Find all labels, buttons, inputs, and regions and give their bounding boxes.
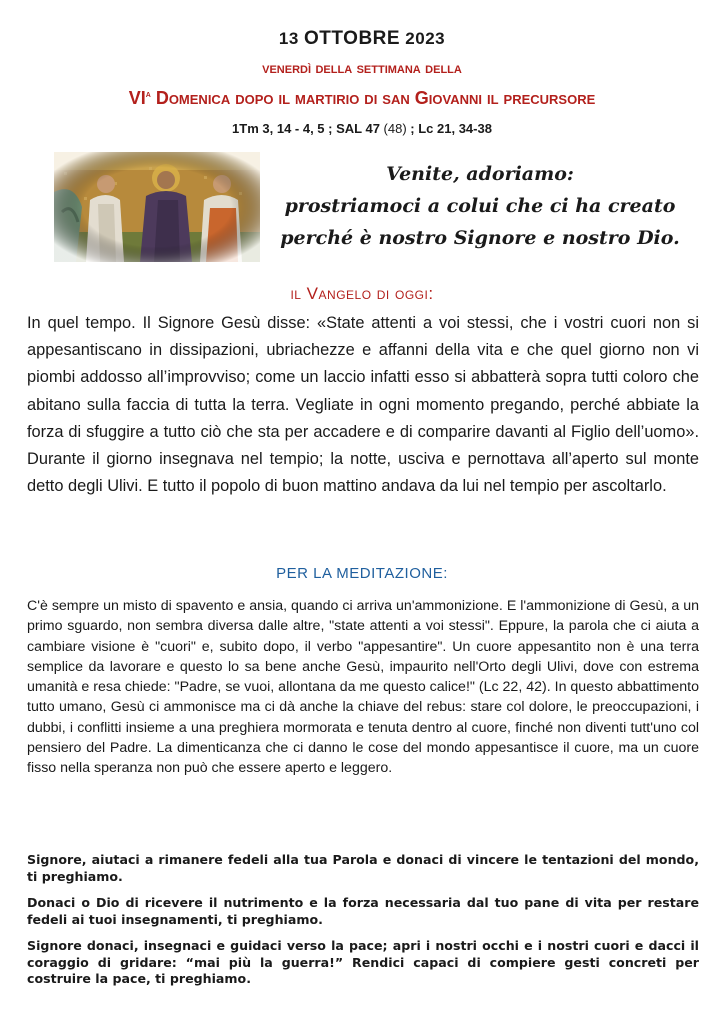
mosaic-image bbox=[54, 152, 260, 262]
meditation-text: C'è sempre un misto di spavento e ansia, quando ci arriva un'ammonizione. E l'ammonizione di Gesù, a un primo sguardo, non sembra diversa dalle altre, "state attenti a voi stessi". Eppure, la parola che ci aiuta a cambiare visione è "cuori" e, subito dopo, il verbo "appesantire". Un cuore appesantito non è una terra semplice da lavorare e questo lo sa bene anche Gesù, impaurito nell'Orto degli Ulivi, dove con estrema umanità e resa chiede: "Padre, se vuoi, allontana da me questo calice!" (Lc 22, 42). In questo abbattimento tutto umano, Gesù ci ammonisce ma ci dà anche la chiave del rebus: stare col dolore, le preoccupazioni, i dubbi, i conflitti insieme a una preghiera mormorata e tenuta dentro al cuore, finché non diventi tutt'uno col pensiero del Padre. La dimenticanza che ci danno le cose del mondo appesantisce il cuore, ma un cuore fisso nella speranza non può che essere aperto e leggero. bbox=[27, 598, 699, 777]
reading-gospel: ; Lc 21, 34-38 bbox=[406, 121, 492, 136]
date-month: OTTOBRE bbox=[304, 28, 401, 49]
sunday-title-text: Domenica dopo il martirio di san Giovanni il precursore bbox=[150, 88, 596, 108]
gospel-heading: il Vangelo di oggi: bbox=[290, 284, 434, 303]
prayer-2: Donaci o Dio di ricevere il nutrimento e la forza necessaria dal tuo pane di vita per restare fedeli ai tuoi insegnamenti, ti preghiamo. bbox=[27, 895, 699, 927]
antiphon-line-3: perché è nostro Signore e nostro Dio. bbox=[280, 227, 680, 249]
antiphon-line-1: Venite, adoriamo: bbox=[386, 163, 574, 185]
mosaic-christ-with-apostles-icon bbox=[54, 152, 260, 262]
sunday-prefix: VI bbox=[128, 88, 146, 108]
prayer-1: Signore, aiutaci a rimanere fedeli alla tua Parola e donaci di vincere le tentazioni del mondo, ti preghiamo. bbox=[27, 852, 699, 884]
reading-psalm: SAL 47 bbox=[336, 121, 384, 136]
antiphon-line-2: prostriamoci a colui che ci ha creato bbox=[284, 195, 676, 217]
prayer-3: Signore donaci, insegnaci e guidaci verso la pace; apri i nostri occhi e i nostri cuori e dacci il coraggio di gridare: “mai più la guerra!” Rendici capaci di compiere gesti concreti per costruire la pace, ti preghiamo. bbox=[27, 938, 699, 986]
readings-line bbox=[0, 121, 724, 136]
antiphon bbox=[270, 158, 690, 254]
sunday-title bbox=[0, 88, 724, 109]
gospel-text: In quel tempo. Il Signore Gesù disse: «State attenti a voi stessi, che i vostri cuori non si appesantiscano in dissipazioni, ubriachezze e affanni della vita e che quel giorno non vi piombi addosso all’improvviso; come un laccio infatti esso si abbatterà sopra tutti coloro che abitano sulla faccia di tutta la terra. Vegliate in ogni momento pregando, perché abbiate la forza di sfuggire a tutto ciò che sta per accadere e di comparire davanti al Figlio dell’uomo». Durante il giorno insegnava nel tempio; la notte, usciva e pernottava all’aperto sul monte detto degli Ulivi. E tutto il popolo di buon mattino andava da lui nel tempio per ascoltarlo. bbox=[27, 314, 699, 496]
reading-psalm-alt: (48) bbox=[383, 121, 407, 136]
sunday-sup: a bbox=[145, 89, 151, 100]
reading-first: 1Tm 3, 14 - 4, 5 ; bbox=[232, 121, 337, 136]
date-year: 2023 bbox=[405, 29, 446, 48]
meditation-heading: PER LA MEDITAZIONE: bbox=[276, 565, 448, 582]
date-day: 13 bbox=[278, 29, 299, 48]
prayers bbox=[27, 852, 699, 998]
date-line bbox=[0, 28, 724, 50]
day-title: venerdì della settimana della bbox=[262, 60, 462, 77]
